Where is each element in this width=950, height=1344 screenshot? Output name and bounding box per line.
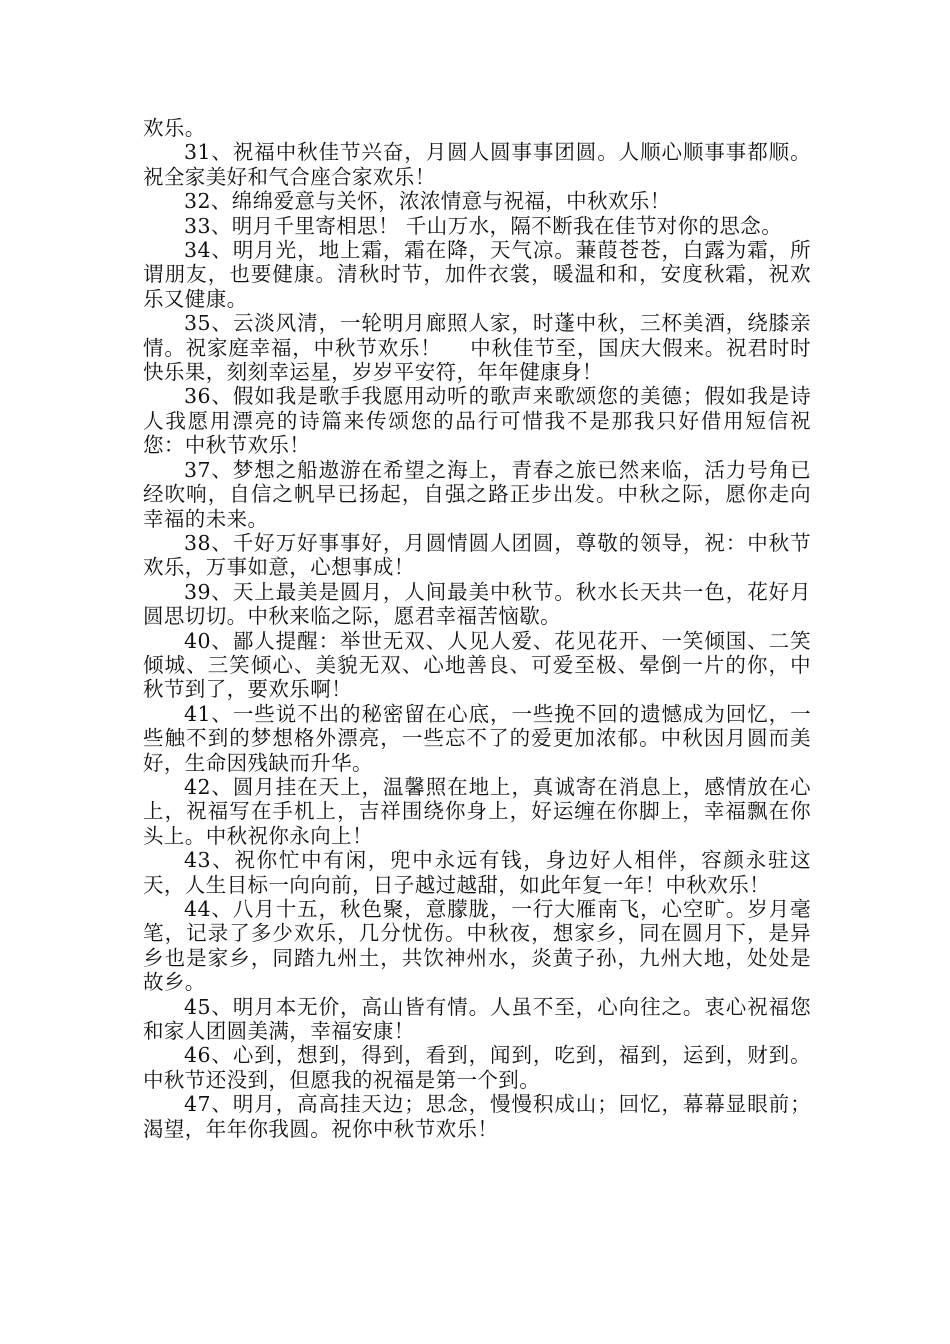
paragraph-43: 43、祝你忙中有闲，兜中永远有钱，身边好人相伴，容颜永驻这天，人生目标一向向前，日子越过越甜，如此年复一年！中秋欢乐！ — [143, 848, 811, 897]
paragraph-46: 46、心到，想到，得到，看到，闻到，吃到，福到，运到，财到。中秋节还没到，但愿我的祝福是第一个到。 — [143, 1043, 811, 1092]
paragraph-39: 39、天上最美是圆月，人间最美中秋节。秋水长天共一色，花好月圆思切切。中秋来临之际，愿君幸福苦恼歇。 — [143, 579, 811, 629]
paragraph-44: 44、八月十五，秋色聚，意朦胧，一行大雁南飞，心空旷。岁月毫笔，记录了多少欢乐，几分忧伤。中秋夜，想家乡，同在圆月下，是异乡也是家乡，同踏九州土，共饮神州水，炎黄子孙，九州大地，处处是故乡。 — [143, 897, 811, 995]
paragraph-34: 34、明月光，地上霜，霜在降，天气凉。蒹葭苍苍，白露为霜，所谓朋友，也要健康。清秋时节，加件衣裳，暖温和和，安度秋霜，祝欢乐又健康。 — [143, 238, 811, 311]
paragraph-40: 40、鄙人提醒：举世无双、人见人爱、花见花开、一笑倾国、二笑倾城、三笑倾心、美貌无双、心地善良、可爱至极、晕倒一片的你，中秋节到了，要欢乐啊！ — [143, 628, 811, 702]
paragraph-41: 41、一些说不出的秘密留在心底，一些挽不回的遗憾成为回忆，一些触不到的梦想格外漂亮，一些忘不了的爱更加浓郁。中秋因月圆而美好，生命因残缺而升华。 — [143, 701, 811, 775]
paragraph-38: 38、千好万好事事好，月圆情圆人团圆，尊敬的领导，祝：中秋节欢乐，万事如意，心想事成！ — [143, 530, 811, 580]
paragraph-47: 47、明月，高高挂天边；思念，慢慢积成山；回忆，幕幕显眼前；渴望，年年你我圆。祝你中秋节欢乐！ — [143, 1092, 811, 1141]
paragraph-31: 31、祝福中秋佳节兴奋，月圆人圆事事团圆。人顺心顺事事都顺。祝全家美好和气合座合家欢乐！ — [143, 140, 811, 189]
paragraph-36: 36、假如我是歌手我愿用动听的歌声来歌颂您的美德；假如我是诗人我愿用漂亮的诗篇来传颂您的品行可惜我不是那我只好借用短信祝您：中秋节欢乐！ — [143, 384, 811, 458]
paragraph-32: 32、绵绵爱意与关怀，浓浓情意与祝福，中秋欢乐！ — [184, 189, 671, 214]
paragraph-continuation: 欢乐。 — [143, 116, 206, 140]
paragraph-33: 33、明月千里寄相思！ 千山万水，隔不断我在佳节对你的思念。 — [184, 213, 783, 238]
paragraph-42: 42、圆月挂在天上，温馨照在地上，真诚寄在消息上，感情放在心上，祝福写在手机上，吉祥围绕你身上，好运缠在你脚上，幸福飘在你头上。中秋祝你永向上！ — [143, 774, 811, 848]
paragraph-45: 45、明月本无价，高山皆有情。人虽不至，心向往之。衷心祝福您和家人团圆美满，幸福安康！ — [143, 994, 811, 1044]
paragraph-35: 35、云淡风清，一轮明月廊照人家，时蓬中秋，三杯美酒，绕膝亲情。祝家庭幸福，中秋节欢乐！ 中秋佳节至，国庆大假来。祝君时时快乐果，刻刻幸运星，岁岁平安符，年年健康身！ — [143, 311, 811, 385]
document-body — [143, 116, 811, 1141]
paragraph-37: 37、梦想之船遨游在希望之海上，青春之旅已然来临，活力号角已经吹响，自信之帆早已扬起，自强之路正步出发。中秋之际，愿你走向幸福的未来。 — [143, 457, 811, 531]
